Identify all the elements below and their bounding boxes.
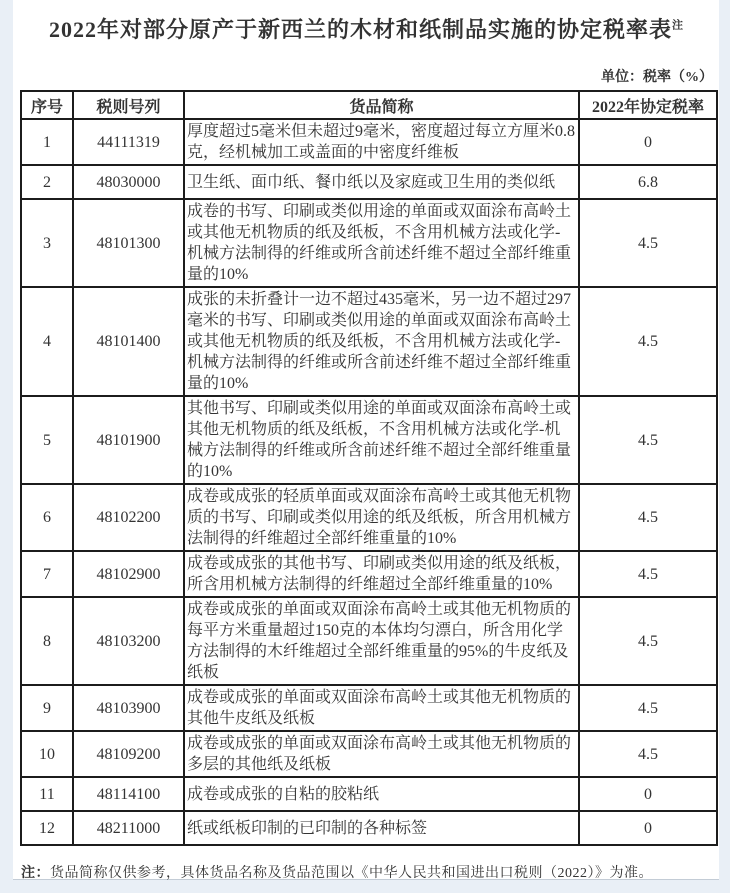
- row-rate-value: 4.5: [579, 199, 717, 287]
- table-row: [21, 685, 717, 731]
- document-page: [13, 0, 719, 880]
- row-tariff-code: 48103200: [73, 597, 184, 685]
- row-tariff-code: 48101900: [73, 396, 184, 484]
- row-serial-number: 7: [21, 551, 73, 597]
- table-row: [21, 287, 717, 396]
- row-product-description: 成卷或成张的其他书写、印刷或类似用途的纸及纸板，所含用机械方法制得的纤维超过全部纤维重量的10%: [184, 551, 579, 597]
- header-product-name: 货品简称: [184, 91, 579, 119]
- row-product-description: 卫生纸、面巾纸、餐巾纸以及家庭或卫生用的类似纸: [184, 165, 579, 199]
- row-rate-value: 4.5: [579, 597, 717, 685]
- row-rate-value: 4.5: [579, 685, 717, 731]
- row-product-description: 成卷或成张的轻质单面或双面涂布高岭土或其他无机物质的书写、印刷或类似用途的纸及纸板，所含用机械方法制得的纤维超过全部纤维重量的10%: [184, 484, 579, 551]
- table-row: [21, 731, 717, 777]
- table-row: [21, 199, 717, 287]
- row-rate-value: 4.5: [579, 287, 717, 396]
- unit-label: 单位：税率（%）: [601, 70, 713, 85]
- row-tariff-code: 48102200: [73, 484, 184, 551]
- table-row: [21, 165, 717, 199]
- row-serial-number: 3: [21, 199, 73, 287]
- table-body: [21, 119, 717, 845]
- row-serial-number: 12: [21, 811, 73, 845]
- table-row: [21, 551, 717, 597]
- row-serial-number: 8: [21, 597, 73, 685]
- table-row: [21, 597, 717, 685]
- row-product-description: 成卷或成张的单面或双面涂布高岭土或其他无机物质的每平方米重量超过150克的本体均匀漂白，所含用化学方法制得的木纤维超过全部纤维重量的95%的牛皮纸及纸板: [184, 597, 579, 685]
- row-serial-number: 1: [21, 119, 73, 165]
- table-row: [21, 396, 717, 484]
- row-rate-value: 0: [579, 777, 717, 811]
- row-product-description: 成卷或成张的单面或双面涂布高岭土或其他无机物质的多层的其他纸及纸板: [184, 731, 579, 777]
- row-rate-value: 4.5: [579, 551, 717, 597]
- row-tariff-code: 44111319: [73, 119, 184, 165]
- footnote-text: 货品简称仅供参考，具体货品名称及货品范围以《中华人民共和国进出口税则（2022）》为准。: [50, 866, 653, 881]
- table-header-row: [21, 91, 717, 119]
- row-serial-number: 10: [21, 731, 73, 777]
- row-tariff-code: 48101400: [73, 287, 184, 396]
- row-product-description: 成张的未折叠计一边不超过435毫米，另一边不超过297毫米的书写、印刷或类似用途的单面或双面涂布高岭土或其他无机物质的纸及纸板，不含用机械方法或化学-机械方法制得的纤维或所含前述纤维不超过全部纤维重量的10%: [184, 287, 579, 396]
- row-serial-number: 11: [21, 777, 73, 811]
- header-serial-number: 序号: [21, 91, 73, 119]
- row-serial-number: 6: [21, 484, 73, 551]
- row-tariff-code: 48030000: [73, 165, 184, 199]
- row-tariff-code: 48109200: [73, 731, 184, 777]
- table-row: [21, 119, 717, 165]
- row-rate-value: 0: [579, 811, 717, 845]
- footnote-label: 注：: [21, 866, 50, 881]
- row-tariff-code: 48114100: [73, 777, 184, 811]
- row-rate-value: 0: [579, 119, 717, 165]
- table-row: [21, 811, 717, 845]
- row-serial-number: 4: [21, 287, 73, 396]
- page-title: [13, 13, 719, 44]
- row-product-description: 厚度超过5毫米但未超过9毫米，密度超过每立方厘米0.8克，经机械加工或盖面的中密度纤维板: [184, 119, 579, 165]
- row-tariff-code: 48102900: [73, 551, 184, 597]
- row-serial-number: 2: [21, 165, 73, 199]
- title-footnote-marker: 注: [672, 19, 683, 32]
- row-product-description: 其他书写、印刷或类似用途的单面或双面涂布高岭土或其他无机物质的纸及纸板，不含用机械方法或化学-机械方法制得的纤维或所含前述纤维不超过全部纤维重量的10%: [184, 396, 579, 484]
- table-row: [21, 777, 717, 811]
- row-tariff-code: 48103900: [73, 685, 184, 731]
- row-serial-number: 5: [21, 396, 73, 484]
- header-rate-2022: 2022年协定税率: [579, 91, 717, 119]
- row-product-description: 纸或纸板印制的已印制的各种标签: [184, 811, 579, 845]
- footnote: [21, 862, 719, 882]
- row-product-description: 成卷或成张的自粘的胶粘纸: [184, 777, 579, 811]
- row-rate-value: 6.8: [579, 165, 717, 199]
- row-tariff-code: 48101300: [73, 199, 184, 287]
- row-rate-value: 4.5: [579, 396, 717, 484]
- row-serial-number: 9: [21, 685, 73, 731]
- row-product-description: 成卷的书写、印刷或类似用途的单面或双面涂布高岭土或其他无机物质的纸及纸板，不含用机械方法或化学-机械方法制得的纤维或所含前述纤维不超过全部纤维重量的10%: [184, 199, 579, 287]
- tariff-rate-table: [20, 90, 718, 846]
- header-tariff-code: 税则号列: [73, 91, 184, 119]
- row-product-description: 成卷或成张的单面或双面涂布高岭土或其他无机物质的其他牛皮纸及纸板: [184, 685, 579, 731]
- table-row: [21, 484, 717, 551]
- title-text: 2022年对部分原产于新西兰的木材和纸制品实施的协定税率表: [48, 17, 672, 42]
- row-rate-value: 4.5: [579, 484, 717, 551]
- row-tariff-code: 48211000: [73, 811, 184, 845]
- row-rate-value: 4.5: [579, 731, 717, 777]
